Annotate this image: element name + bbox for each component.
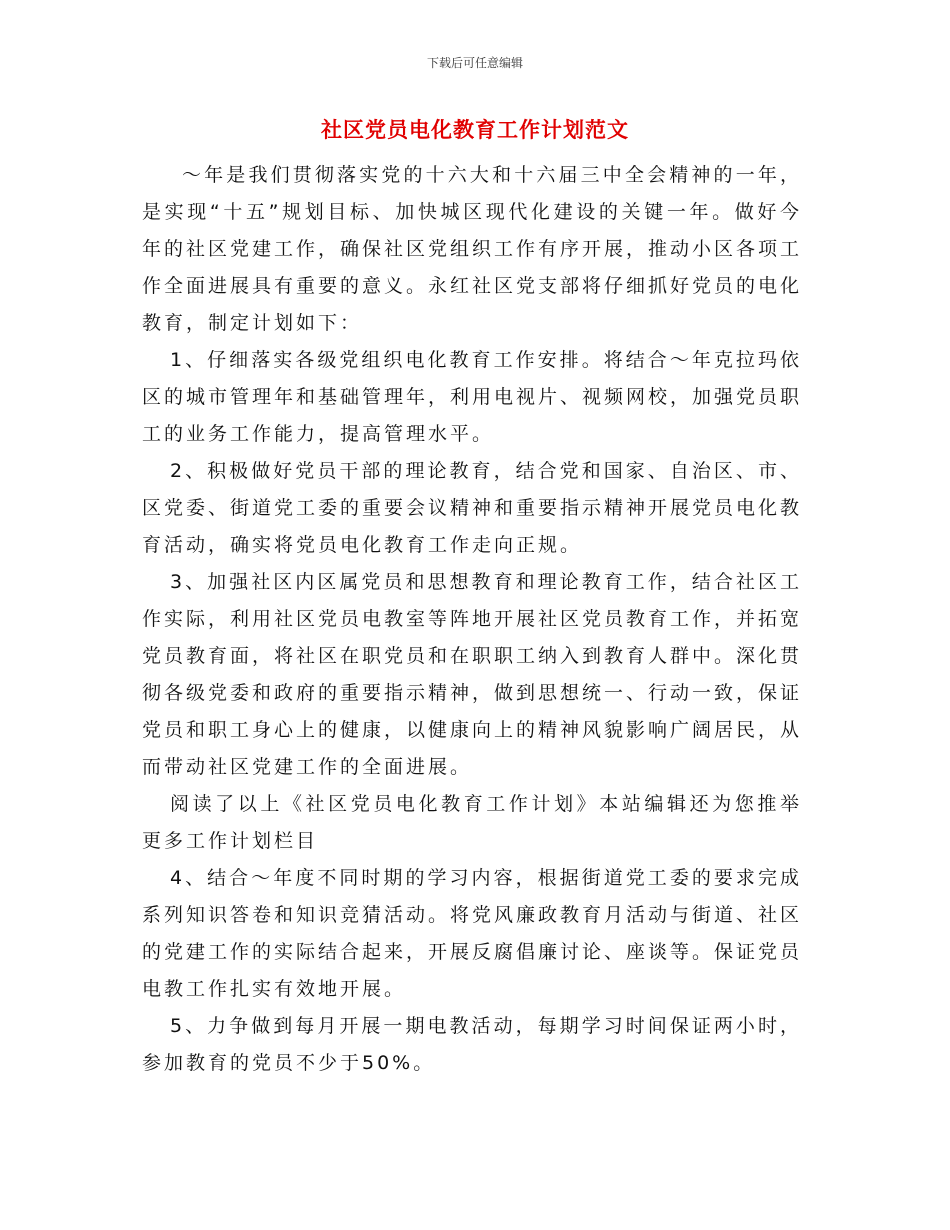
item-paragraph-2: 2、积极做好党员干部的理论教育，结合党和国家、自治区、市、区党委、街道党工委的重要会议精神和重要指示精神开展党员电化教育活动，确实将党员电化教育工作走向正规。 xyxy=(142,460,803,556)
item-paragraph-3: 3、加强社区内区属党员和思想教育和理论教育工作，结合社区工作实际，利用社区党员电教室等阵地开展社区党员教育工作，并拓宽党员教育面，将社区在职党员和在职职工纳入到教育人群中。深化贯彻各级党委和政府的重要指示精神，做到思想统一、行动一致，保证党员和职工身心上的健康，以健康向上的精神风貌影响广阔居民，从而带动社区党建工作的全面进展。 xyxy=(142,571,803,778)
recommendation-paragraph: 阅读了以上《社区党员电化教育工作计划》本站编辑还为您推举更多工作计划栏目 xyxy=(142,793,802,852)
item-paragraph-4: 4、结合～年度不同时期的学习内容，根据街道党工委的要求完成系列知识答卷和知识竞猜活动。将党风廉政教育月活动与街道、社区的党建工作的实际结合起来，开展反腐倡廉讨论、座谈等。保证党员电教工作扎实有效地开展。 xyxy=(142,867,803,1000)
intro-paragraph: ～年是我们贯彻落实党的十六大和十六届三中全会精神的一年，是实现“十五”规划目标、加快城区现代化建设的关键一年。做好今年的社区党建工作，确保社区党组织工作有序开展，推动小区各项工作全面进展具有重要的意义。永红社区党支部将仔细抓好党员的电化教育，制定计划如下： xyxy=(142,164,803,334)
item-paragraph-5: 5、力争做到每月开展一期电教活动，每期学习时间保证两小时，参加教育的党员不少于50%。 xyxy=(142,1015,802,1074)
document-body xyxy=(142,157,802,1082)
header-note: 下载后可任意编辑 xyxy=(426,56,523,70)
document-title: 社区党员电化教育工作计划范文 xyxy=(321,118,629,142)
item-paragraph-1: 1、仔细落实各级党组织电化教育工作安排。将结合～年克拉玛依区的城市管理年和基础管理年，利用电视片、视频网校，加强党员职工的业务工作能力，提高管理水平。 xyxy=(142,349,803,445)
